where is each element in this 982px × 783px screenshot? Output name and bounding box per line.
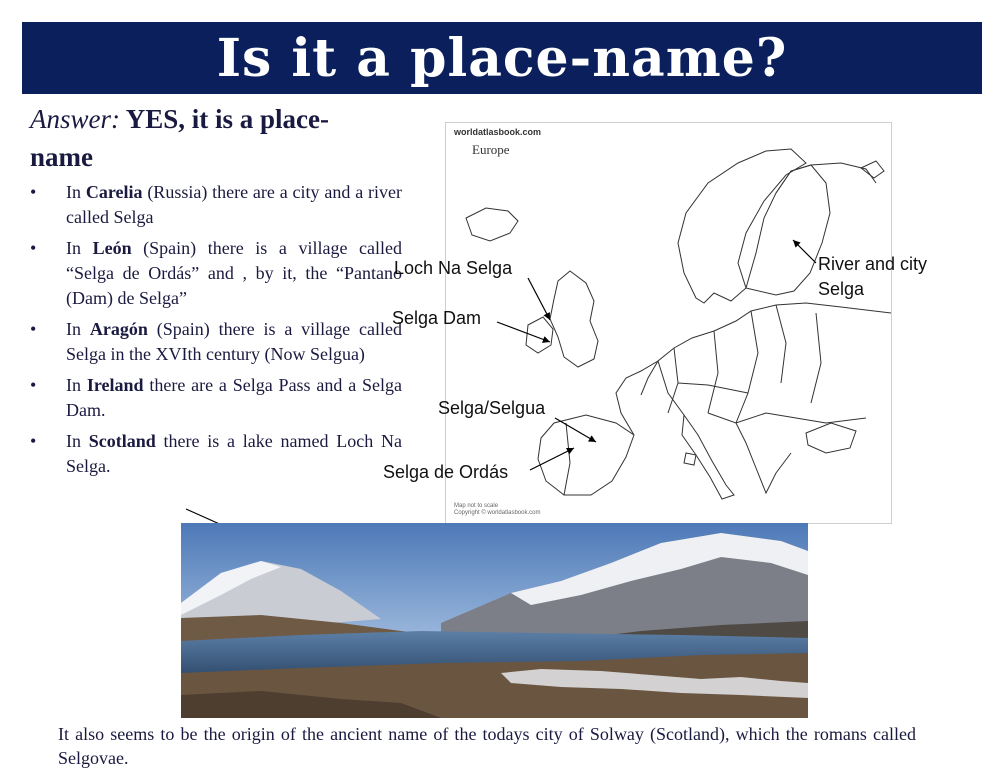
place-name: Scotland bbox=[88, 431, 156, 451]
label-selga-selgua: Selga/Selgua bbox=[438, 398, 546, 418]
bullet-text: there are a Selga Pass and a Selga Dam. bbox=[66, 375, 403, 420]
europe-outline-map bbox=[446, 123, 891, 523]
list-item bbox=[30, 317, 402, 367]
map-region-label: Europe bbox=[472, 142, 510, 157]
bullet-text: In bbox=[66, 319, 90, 339]
map-footnote bbox=[454, 503, 540, 517]
map-copyright: Copyright © worldatlasbook.com bbox=[454, 510, 541, 516]
bullet-text: In bbox=[66, 375, 87, 395]
answer-lead: Answer: bbox=[30, 104, 120, 134]
bullet-text: (Spain) there is a village called “Selga de Ordás” and , by it, the “Pantano (Dam) de Selga” bbox=[66, 238, 402, 308]
map-scale-note: Map not to scale bbox=[454, 503, 499, 509]
place-name: Aragón bbox=[89, 319, 148, 339]
label-selga-de-ordas: Selga de Ordás bbox=[383, 462, 509, 482]
place-name: León bbox=[92, 238, 132, 258]
list-item bbox=[30, 429, 402, 479]
bullet-text: In bbox=[66, 238, 93, 258]
label-loch-na-selga: Loch Na Selga bbox=[394, 258, 513, 278]
place-name: Ireland bbox=[86, 375, 144, 395]
slide-title: Is it a place-name? bbox=[216, 27, 788, 89]
loch-na-selga-photo bbox=[181, 523, 808, 718]
list-item bbox=[30, 373, 402, 423]
landscape-illustration bbox=[181, 523, 808, 718]
bullet-text: (Spain) there is a village called Selga in the XVIth century (Now Selgua) bbox=[66, 319, 402, 364]
place-list bbox=[30, 180, 402, 485]
answer-heading bbox=[30, 100, 360, 176]
map-brand: worldatlasbook.com bbox=[454, 127, 542, 137]
list-item bbox=[30, 236, 402, 311]
place-name: Carelia bbox=[85, 182, 143, 202]
bullet-text: there is a lake named Loch Na Selga. bbox=[66, 431, 403, 476]
bullet-text: In bbox=[66, 431, 89, 451]
bullet-text: (Russia) there are a city and a river called Selga bbox=[66, 182, 402, 227]
label-river-and-city-selga: River and city Selga bbox=[818, 254, 928, 299]
label-selga-dam: Selga Dam bbox=[392, 308, 482, 328]
title-banner bbox=[22, 22, 982, 94]
list-item bbox=[30, 180, 402, 230]
answer-text: YES, it is a place-name bbox=[30, 104, 329, 172]
footer-note: It also seems to be the origin of the ancient name of the todays city of Solway (Scotland), which the romans called Selgovae. bbox=[58, 724, 916, 768]
bullet-text: In bbox=[66, 182, 86, 202]
europe-map bbox=[445, 122, 892, 524]
